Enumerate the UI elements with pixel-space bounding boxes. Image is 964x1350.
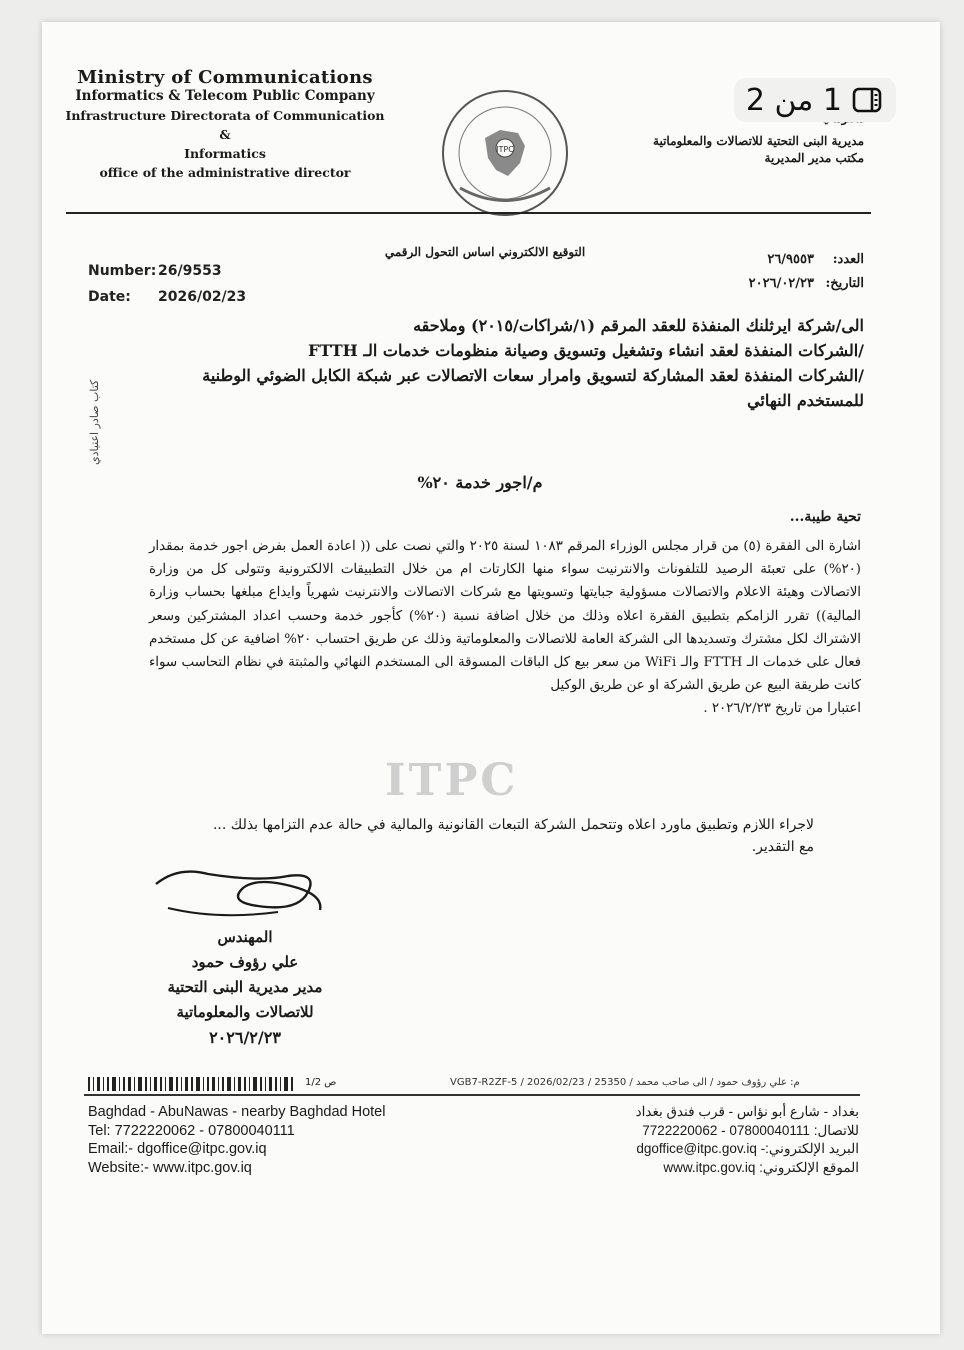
ar-header-line-3: مكتب مدير المديرية (764, 151, 864, 165)
signer-position: مدير مديرية البنى التحتية (167, 978, 323, 996)
footer-ar-email: البريد الإلكتروني:- dgoffice@itpc.gov.iq (636, 1141, 859, 1156)
addressee-block (124, 313, 864, 413)
addressee-line: /الشركات المنفذة لعقد انشاء وتشغيل وتسويق وصيانة منظومات خدمات الـ FTTH (308, 341, 864, 360)
number-label: Number: (88, 263, 157, 279)
reference-block-ar (694, 248, 864, 296)
ar-number-label: العدد: (832, 252, 864, 267)
ar-date-value: ٢٠٢٦/٠٢/٢٣ (748, 276, 814, 291)
footer-ar-address: بغداد - شارع أبو نؤاس - قرب فندق بغداد (635, 1104, 859, 1119)
watermark: ITPC (385, 755, 519, 806)
company-name: Informatics & Telecom Public Company (75, 88, 375, 104)
directorate-line-2: Informatics (184, 146, 266, 161)
signer-position: للاتصالات والمعلوماتية (176, 1003, 314, 1021)
closing-block (134, 814, 814, 858)
date-value: 2026/02/23 (158, 289, 247, 305)
addressee-line: للمستخدم النهائي (747, 391, 864, 410)
footer-divider (84, 1094, 860, 1096)
greeting: تحية طيبة... (789, 509, 861, 525)
logo-text: ITPC (496, 145, 514, 154)
directorate-line-1: Infrastructure Directorata of Communication & (65, 108, 385, 142)
ar-header-line-2: مديرية البنى التحتية للاتصالات والمعلوماتية (653, 134, 864, 148)
signer-block (150, 925, 340, 1050)
handwritten-signature (148, 862, 328, 932)
addressee-line: /الشركات المنفذة لعقد المشاركة لتسويق وامرار سعات الاتصالات عبر شبكة الكابل الضوئي الوطنية (202, 366, 864, 385)
letter-body (149, 535, 861, 721)
page-indicator-label: 1 من 2 (745, 82, 842, 118)
page-view-icon (852, 87, 882, 113)
subject-line: م/اجور خدمة ٢٠% (417, 473, 543, 492)
addressee-line: الى/شركة ايرثلنك المنفذة للعقد المرقم (١/شراكات/٢٠١٥) وملاحقه (413, 316, 864, 335)
footer-address: Baghdad - AbuNawas - nearby Baghdad Hotel (88, 1104, 386, 1120)
english-letterhead (60, 68, 390, 182)
closing-line: لاجراء اللازم وتطبيق ماورد اعلاه وتتحمل الشركة التبعات القانونية والمالية في حالة عدم التزامها بذلك ... (212, 817, 814, 833)
number-value: 26/9553 (158, 263, 222, 279)
ar-date-label: التاريخ: (825, 276, 864, 291)
ministry-name: Ministry of Communications (77, 67, 373, 88)
page-indicator[interactable] (734, 78, 896, 122)
body-paragraph: اشارة الى الفقرة (٥) من قرار مجلس الوزراء المرقم ١٠٨٣ لسنة ٢٠٢٥ والتي نصت على (( اعادة العمل بفرض اجور خدمة بمقدار (٢٠%) على تعبئة الرصيد للتلفونات والانترنيت سواء منها الكارتات ام من خلال التطبيقات الالكترونية وتتولى كل من وزارة الاتصالات وهيئة الاعلام والاتصالات مسؤولية جبايتها وتسويتها مع شركات الاتصالات والانترنيت شهرياً وايداع مبلغها بحساب وزارة المالية)) تقرر الزامكم بتطبيق الفقرة اعلاه وذلك من خلال اضافة نسبة (٢٠%) كأجور خدمة وحسب اعداد المشتركين وسعر الاشتراك لكل مشترك وتسديدها الى الشركة العامة للاتصالات والمعلوماتية وذلك عن طريق احتساب ٢٠% اضافية عن كل مستخدم فعال على خدمات الـ FTTH والـ WiFi من سعر بيع كل الباقات المسوقة الى المستخدم النهائي والمثبتة في نظام التحاسب سواء كانت طريقة البيع عن طريق الشركة او عن طريق الوكيل (149, 539, 861, 694)
closing-regards: مع التقدير. (751, 839, 814, 855)
date-label: Date: (88, 289, 131, 305)
footer-english (88, 1103, 385, 1177)
header-divider (66, 212, 871, 214)
footer-arabic (579, 1103, 859, 1177)
footer-email: Email:- dgoffice@itpc.gov.iq (88, 1141, 267, 1157)
footer-ar-phone: للاتصال: 07800040111 - 7722220062 (642, 1122, 859, 1138)
handwritten-date: ٢٠٢٦/٢/٢٣ (209, 1028, 281, 1047)
footer-ar-website: الموقع الإلكتروني: www.itpc.gov.iq (663, 1159, 859, 1175)
side-note: كتاب صادر اعتيادي (88, 379, 101, 465)
page-number: ص 1/2 (305, 1077, 337, 1088)
footer-website: Website:- www.itpc.gov.iq (88, 1159, 252, 1176)
reference-block-en (88, 258, 246, 310)
signer-name: علي رؤوف حمود (191, 953, 299, 971)
document-code: VGB7-R2ZF-5 / 2026/02/23 / م: علي رؤوف حمود / الى صاحب محمد / 25350 (450, 1077, 800, 1088)
itpc-logo (430, 78, 580, 228)
barcode (88, 1077, 298, 1091)
e-signature-note: التوقيع الالكتروني اساس التحول الرقمي (384, 245, 586, 259)
body-effective-date: اعتبارا من تاريخ ٢٠٢٦/٢/٢٣ . (703, 701, 861, 717)
office-name: office of the administrative director (99, 165, 351, 180)
signer-title: المهندس (217, 928, 273, 946)
footer-phone: Tel: 7722220062 - 07800040111 (88, 1122, 295, 1139)
ar-number-value: ٢٦/٩٥٥٣ (767, 252, 814, 267)
